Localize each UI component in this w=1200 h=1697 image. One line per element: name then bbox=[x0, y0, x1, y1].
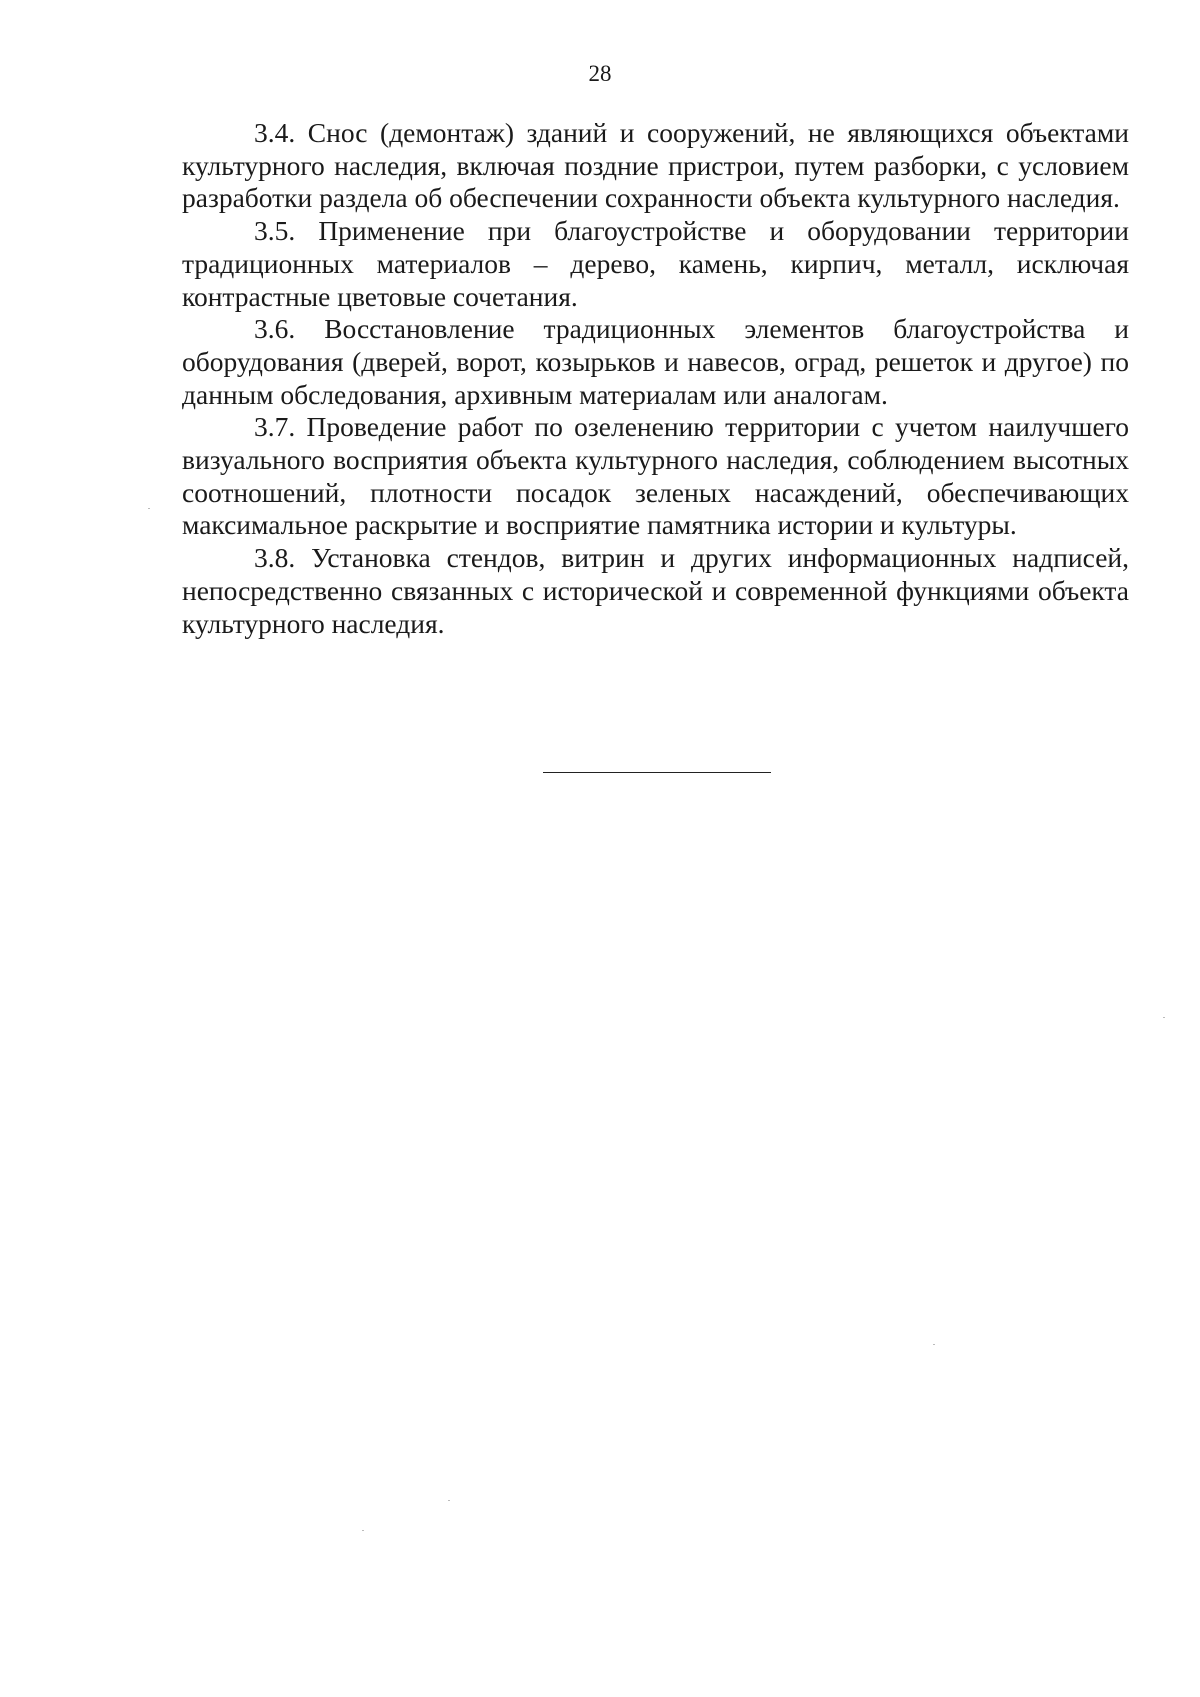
document-body bbox=[182, 117, 1129, 640]
paragraph-3-6: 3.6. Восстановление традиционных элементов благоустройства и оборудования (дверей, ворот, козырьков и навесов, оград, решеток и другое) по данным обследования, архивным материалам или аналогам. bbox=[182, 313, 1129, 410]
paragraph-3-5: 3.5. Применение при благоустройстве и оборудовании территории традиционных материалов – дерево, камень, кирпич, металл, исключая контрастные цветовые сочетания. bbox=[182, 215, 1129, 312]
paragraph-3-4: 3.4. Снос (демонтаж) зданий и сооружений, не являющихся объектами культурного наследия, включая поздние пристрои, путем разборки, с условием разработки раздела об обеспечении сохранности объекта культурного наследия. bbox=[182, 117, 1129, 214]
paragraph-3-8: 3.8. Установка стендов, витрин и других информационных надписей, непосредственно связанных с исторической и современной функциями объекта культурного наследия. bbox=[182, 542, 1129, 639]
end-of-section-rule bbox=[543, 772, 771, 773]
scan-speck bbox=[148, 508, 150, 509]
scan-speck bbox=[362, 1530, 364, 1531]
scan-speck bbox=[933, 1344, 935, 1345]
scan-speck bbox=[448, 1500, 450, 1501]
scan-speck bbox=[1163, 1017, 1165, 1018]
page-number: 28 bbox=[588, 61, 612, 86]
paragraph-3-7: 3.7. Проведение работ по озеленению территории с учетом наилучшего визуального восприятия объекта культурного наследия, соблюдением высотных соотношений, плотности посадок зеленых насаждений, обеспечивающих максимальное раскрытие и восприятие памятника истории и культуры. bbox=[182, 411, 1129, 541]
